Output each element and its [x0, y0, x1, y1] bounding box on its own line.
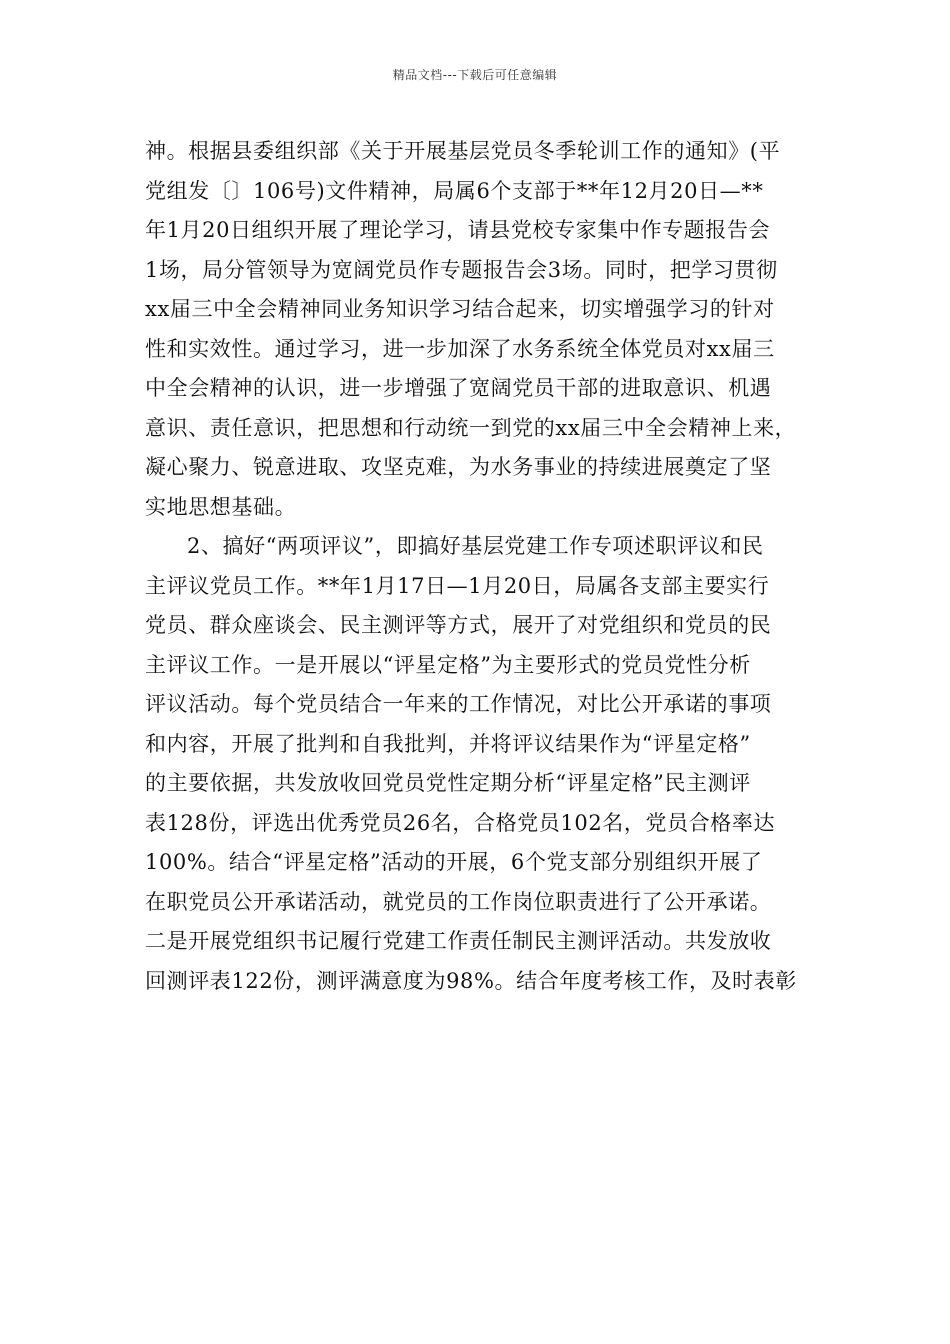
text-line: 主评议党员工作。**年1月17日—1月20日，局属各支部主要实行: [145, 573, 770, 598]
document-body: [145, 132, 805, 1001]
text-line: 意识、责任意识，把思想和行动统一到党的xx届三中全会精神上来，: [145, 415, 797, 440]
text-line: 二是开展党组织书记履行党建工作责任制民主测评活动。共发放收: [145, 929, 772, 953]
text-line: 党员、群众座谈会、民主测评等方式，展开了对党组织和党员的民: [145, 613, 772, 637]
text-line: 在职党员公开承诺活动，就党员的工作岗位职责进行了公开承诺。: [145, 889, 772, 914]
page-header: 精品文档---下载后可任意编辑: [392, 68, 558, 82]
text-line: 中全会精神的认识，进一步增强了宽阔党员干部的进取意识、机遇: [145, 376, 772, 400]
text-line: 年1月20日组织开展了理论学习，请县党校专家集中作专题报告会: [145, 218, 771, 242]
text-line: 1场，局分管领导为宽阔党员作专题报告会3场。同时，把学习贯彻: [145, 257, 778, 282]
text-line: xx届三中全会精神同业务知识学习结合起来，切实增强学习的针对: [145, 297, 775, 321]
text-line: 的主要依据，共发放收回党员党性定期分析“评星定格”民主测评: [145, 771, 751, 795]
paragraph-start-line: 2、搞好“两项评议”，即搞好基层党建工作专项述职评议和民: [187, 534, 764, 558]
text-line: 党组发〔〕106号)文件精神，局属6个支部于**年12月20日—**: [145, 178, 764, 203]
text-line: 主评议工作。一是开展以“评星定格”为主要形式的党员党性分析: [145, 652, 751, 677]
text-line: 神。根据县委组织部《关于开展基层党员冬季轮训工作的通知》(平: [145, 139, 781, 163]
text-line: 100%。结合“评星定格”活动的开展，6个党支部分别组织开展了: [145, 850, 763, 874]
text-line: 回测评表122份，测评满意度为98%。结合年度考核工作，及时表彰: [145, 968, 797, 993]
text-line: 评议活动。每个党员结合一年来的工作情况，对比公开承诺的事项: [145, 692, 772, 716]
text-line: 表128份，评选出优秀党员26名，合格党员102名，党员合格率达: [145, 810, 776, 835]
text-line: 实地思想基础。: [145, 494, 297, 519]
text-line: 和内容，开展了批判和自我批判，并将评议结果作为“评星定格”: [145, 731, 751, 756]
text-line: 凝心聚力、锐意进取、攻坚克难，为水务事业的持续进展奠定了坚: [145, 455, 772, 479]
text-line: 性和实效性。通过学习，进一步加深了水务系统全体党员对xx届三: [145, 336, 775, 361]
